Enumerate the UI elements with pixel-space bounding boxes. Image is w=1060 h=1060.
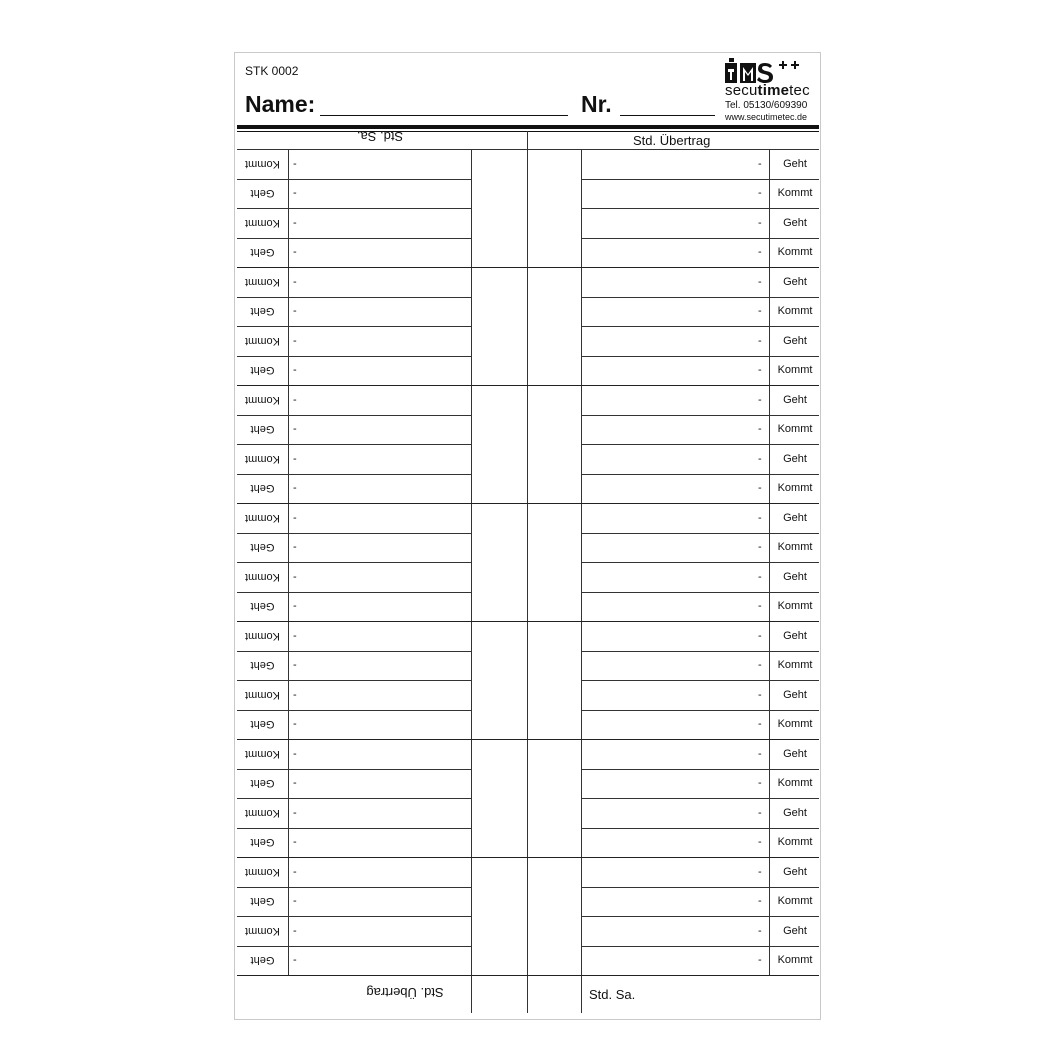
left-row-entry[interactable]: - xyxy=(293,570,297,583)
left-row-entry[interactable]: - xyxy=(293,511,297,524)
left-row-label: Kommt xyxy=(245,393,280,406)
left-row-entry[interactable]: - xyxy=(293,246,297,259)
left-row-line xyxy=(237,179,471,180)
right-row-label: Geht xyxy=(783,924,807,937)
left-row-label: Geht xyxy=(250,836,275,849)
left-row-entry[interactable]: - xyxy=(293,275,297,288)
right-row-label: Geht xyxy=(783,216,807,229)
left-row-entry[interactable]: - xyxy=(293,364,297,377)
left-row-label: Kommt xyxy=(245,688,280,701)
left-row-label: Geht xyxy=(250,600,275,613)
right-row-label: Kommt xyxy=(777,305,813,318)
right-row-entry[interactable]: - xyxy=(758,423,762,436)
right-row-label: Geht xyxy=(783,511,807,524)
left-row-line xyxy=(237,444,471,445)
right-row-label: Kommt xyxy=(777,246,813,259)
right-row-entry[interactable]: - xyxy=(758,895,762,908)
left-row-label: Kommt xyxy=(245,570,280,583)
left-row-line xyxy=(237,415,471,416)
right-row-entry[interactable]: - xyxy=(758,334,762,347)
right-row-entry[interactable]: - xyxy=(758,393,762,406)
left-row-entry[interactable]: - xyxy=(293,393,297,406)
website: www.secutimetec.de xyxy=(725,112,808,122)
left-row-entry[interactable]: - xyxy=(293,718,297,731)
right-column-header: Std. Übertrag xyxy=(633,133,711,148)
grid-vline-1 xyxy=(471,149,472,1013)
right-row-entry[interactable]: - xyxy=(758,216,762,229)
left-row-line xyxy=(237,975,471,976)
left-row-line xyxy=(237,562,471,563)
left-row-line xyxy=(237,769,471,770)
right-row-entry[interactable]: - xyxy=(758,659,762,672)
right-row-line xyxy=(581,326,819,327)
left-row-label: Geht xyxy=(250,659,275,672)
left-row-line xyxy=(237,828,471,829)
right-row-entry[interactable]: - xyxy=(758,157,762,170)
right-row-label: Kommt xyxy=(777,659,813,672)
brand-part-1: secu xyxy=(725,82,758,99)
left-row-line xyxy=(237,326,471,327)
left-row-line xyxy=(237,267,471,268)
right-row-label: Geht xyxy=(783,570,807,583)
right-row-line xyxy=(581,798,819,799)
right-row-label: Geht xyxy=(783,157,807,170)
right-row-label: Kommt xyxy=(777,541,813,554)
column-header-line xyxy=(237,149,819,150)
left-row-entry[interactable]: - xyxy=(293,954,297,967)
left-row-label: Kommt xyxy=(245,452,280,465)
right-row-entry[interactable]: - xyxy=(758,364,762,377)
right-row-label: Kommt xyxy=(777,364,813,377)
right-row-label: Geht xyxy=(783,393,807,406)
right-row-entry[interactable]: - xyxy=(758,187,762,200)
name-label: Name: xyxy=(245,91,316,117)
left-row-entry[interactable]: - xyxy=(293,629,297,642)
right-row-entry[interactable]: - xyxy=(758,718,762,731)
right-row-label: Geht xyxy=(783,688,807,701)
left-row-label: Kommt xyxy=(245,275,280,288)
right-row-entry[interactable]: - xyxy=(758,305,762,318)
left-row-entry[interactable]: - xyxy=(293,806,297,819)
right-row-entry[interactable]: - xyxy=(758,629,762,642)
right-row-entry[interactable]: - xyxy=(758,954,762,967)
right-row-label: Kommt xyxy=(777,423,813,436)
right-row-label: Kommt xyxy=(777,954,813,967)
right-row-entry[interactable]: - xyxy=(758,865,762,878)
left-row-line xyxy=(237,710,471,711)
brand-part-3: tec xyxy=(789,82,810,99)
right-row-line xyxy=(581,828,819,829)
right-row-line xyxy=(581,297,819,298)
left-row-line xyxy=(237,297,471,298)
left-row-line xyxy=(237,916,471,917)
right-row-line xyxy=(581,208,819,209)
left-row-label: Geht xyxy=(250,364,275,377)
left-row-label: Kommt xyxy=(245,806,280,819)
left-row-line xyxy=(237,887,471,888)
right-row-line xyxy=(581,857,819,858)
right-row-label: Geht xyxy=(783,334,807,347)
right-row-label: Kommt xyxy=(777,718,813,731)
left-row-entry[interactable]: - xyxy=(293,836,297,849)
left-row-label: Kommt xyxy=(245,629,280,642)
right-row-label: Kommt xyxy=(777,482,813,495)
right-row-label: Kommt xyxy=(777,600,813,613)
right-row-line xyxy=(581,238,819,239)
left-row-line xyxy=(237,474,471,475)
left-row-label: Kommt xyxy=(245,865,280,878)
right-row-line xyxy=(581,887,819,888)
right-row-entry[interactable]: - xyxy=(758,482,762,495)
right-row-label: Geht xyxy=(783,865,807,878)
left-row-entry[interactable]: - xyxy=(293,541,297,554)
right-row-label: Geht xyxy=(783,806,807,819)
left-row-entry[interactable]: - xyxy=(293,659,297,672)
left-row-entry[interactable]: - xyxy=(293,688,297,701)
left-row-entry[interactable]: - xyxy=(293,482,297,495)
left-row-line xyxy=(237,356,471,357)
right-row-line xyxy=(581,975,819,976)
left-row-label: Geht xyxy=(250,777,275,790)
right-row-label: Geht xyxy=(783,747,807,760)
header-rule xyxy=(237,125,819,129)
left-row-entry[interactable]: - xyxy=(293,747,297,760)
left-column-header: Std. Sa. xyxy=(356,129,404,144)
grid-vline-2 xyxy=(527,131,528,1013)
left-row-label: Kommt xyxy=(245,334,280,347)
left-row-label: Geht xyxy=(250,246,275,259)
left-row-entry[interactable]: - xyxy=(293,157,297,170)
left-row-line xyxy=(237,739,471,740)
left-row-label: Kommt xyxy=(245,924,280,937)
right-row-line xyxy=(581,533,819,534)
left-row-entry[interactable]: - xyxy=(293,216,297,229)
left-row-line xyxy=(237,798,471,799)
left-row-entry[interactable]: - xyxy=(293,187,297,200)
left-row-label: Geht xyxy=(250,423,275,436)
right-row-line xyxy=(581,621,819,622)
left-row-entry[interactable]: - xyxy=(293,600,297,613)
right-row-entry[interactable]: - xyxy=(758,246,762,259)
right-row-entry[interactable]: - xyxy=(758,511,762,524)
right-row-label: Geht xyxy=(783,452,807,465)
left-row-label: Kommt xyxy=(245,157,280,170)
left-row-label: Kommt xyxy=(245,511,280,524)
right-row-line xyxy=(581,916,819,917)
right-row-label: Geht xyxy=(783,629,807,642)
left-row-entry[interactable]: - xyxy=(293,334,297,347)
right-row-label: Kommt xyxy=(777,777,813,790)
grid-vline-3 xyxy=(581,149,582,1013)
left-row-label: Kommt xyxy=(245,747,280,760)
right-row-line xyxy=(581,562,819,563)
group-mid-line xyxy=(471,385,581,386)
group-mid-line xyxy=(471,739,581,740)
left-row-line xyxy=(237,385,471,386)
right-row-line xyxy=(581,385,819,386)
right-row-label: Geht xyxy=(783,275,807,288)
left-row-line xyxy=(237,533,471,534)
time-card xyxy=(234,52,821,1020)
left-row-entry[interactable]: - xyxy=(293,305,297,318)
right-row-entry[interactable]: - xyxy=(758,541,762,554)
left-row-entry[interactable]: - xyxy=(293,452,297,465)
left-row-line xyxy=(237,238,471,239)
left-row-line xyxy=(237,592,471,593)
form-code: STK 0002 xyxy=(245,64,299,78)
right-row-line xyxy=(581,710,819,711)
left-row-line xyxy=(237,651,471,652)
left-row-label: Geht xyxy=(250,187,275,200)
right-row-line xyxy=(581,739,819,740)
left-row-line xyxy=(237,503,471,504)
right-row-label: Kommt xyxy=(777,836,813,849)
header-rule-thin xyxy=(237,131,819,132)
nr-label: Nr. xyxy=(581,91,612,117)
left-row-line xyxy=(237,857,471,858)
right-row-line xyxy=(581,356,819,357)
left-row-line xyxy=(237,680,471,681)
right-row-entry[interactable]: - xyxy=(758,777,762,790)
left-row-line xyxy=(237,208,471,209)
right-row-line xyxy=(581,267,819,268)
right-row-entry[interactable]: - xyxy=(758,275,762,288)
right-row-entry[interactable]: - xyxy=(758,924,762,937)
phone-number: Tel. 05130/609390 xyxy=(725,100,808,111)
name-field-line[interactable] xyxy=(320,115,568,116)
left-row-label: Geht xyxy=(250,895,275,908)
left-row-label: Geht xyxy=(250,541,275,554)
group-mid-line xyxy=(471,621,581,622)
right-row-label: Kommt xyxy=(777,187,813,200)
right-row-entry[interactable]: - xyxy=(758,452,762,465)
nr-field-line[interactable] xyxy=(620,115,715,116)
left-row-line xyxy=(237,621,471,622)
right-row-label: Kommt xyxy=(777,895,813,908)
left-row-label: Geht xyxy=(250,482,275,495)
right-row-line xyxy=(581,651,819,652)
left-row-label: Geht xyxy=(250,718,275,731)
right-row-entry[interactable]: - xyxy=(758,570,762,583)
brand-part-2: time xyxy=(757,82,790,99)
left-footer: Std. Übertrag xyxy=(366,985,444,1000)
left-row-label: Kommt xyxy=(245,216,280,229)
left-row-line xyxy=(237,946,471,947)
left-row-entry[interactable]: - xyxy=(293,865,297,878)
left-row-label: Geht xyxy=(250,954,275,967)
right-row-line xyxy=(581,474,819,475)
left-row-entry[interactable]: - xyxy=(293,895,297,908)
right-row-entry[interactable]: - xyxy=(758,747,762,760)
right-row-line xyxy=(581,503,819,504)
right-row-entry[interactable]: - xyxy=(758,806,762,819)
right-row-entry[interactable]: - xyxy=(758,688,762,701)
right-row-entry[interactable]: - xyxy=(758,836,762,849)
right-row-line xyxy=(581,415,819,416)
right-row-line xyxy=(581,680,819,681)
group-mid-line xyxy=(471,267,581,268)
group-mid-line xyxy=(471,857,581,858)
right-row-line xyxy=(581,769,819,770)
right-row-line xyxy=(581,946,819,947)
right-row-line xyxy=(581,592,819,593)
left-row-label: Geht xyxy=(250,305,275,318)
right-row-line xyxy=(581,444,819,445)
left-row-entry[interactable]: - xyxy=(293,924,297,937)
group-mid-line xyxy=(471,975,581,976)
right-row-line xyxy=(581,179,819,180)
right-footer: Std. Sa. xyxy=(589,987,636,1002)
left-row-entry[interactable]: - xyxy=(293,423,297,436)
right-row-entry[interactable]: - xyxy=(758,600,762,613)
left-row-entry[interactable]: - xyxy=(293,777,297,790)
brand-name xyxy=(725,82,810,99)
group-mid-line xyxy=(471,503,581,504)
